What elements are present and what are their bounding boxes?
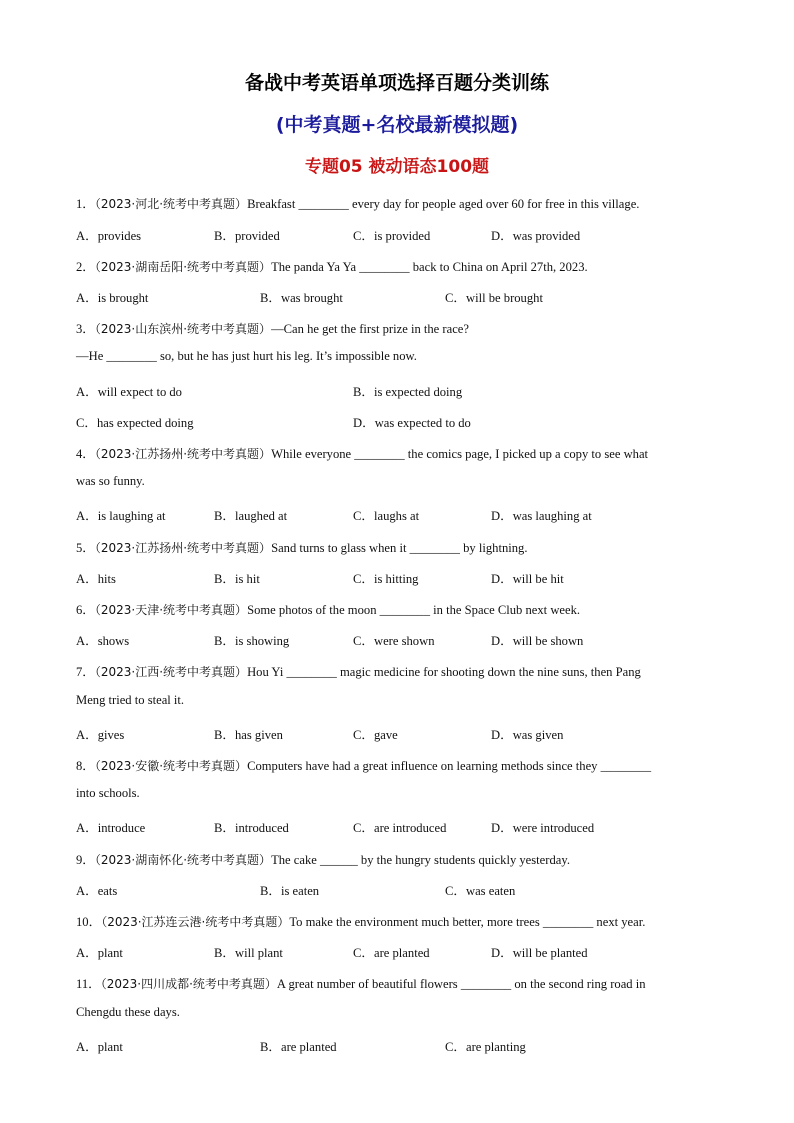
option-a[interactable]: A．plant [76,1040,123,1054]
question-8: 8．（2023·安徽·统考中考真题）Computers have had a great influence on learning methods since they ________ [76,759,651,773]
document-subtitle: (中考真题+名校最新模拟题) [275,114,519,136]
option-a[interactable]: A．shows [76,634,130,648]
question-6: 6．（2023·天津·统考中考真题）Some photos of the moon ________ in the Space Club next week. [76,603,581,617]
option-b[interactable]: B．is expected doing [353,385,463,399]
question-7: 7．（2023·江西·统考中考真题）Hou Yi ________ magic medicine for shooting down the nine suns, then Pang [76,665,641,679]
option-d[interactable]: D．were introduced [491,821,595,835]
question-10: 10．（2023·江苏连云港·统考中考真题）To make the environment much better, more trees ________ next year. [76,915,646,929]
question-number: 6 [76,603,83,617]
question-source: （2023·江苏扬州·统考中考真题） [94,447,272,461]
question-stem: While everyone ________ the comics page, I picked up a copy to see what [271,447,649,461]
question-stem: A great number of beautiful flowers ________ on the second ring road in [276,977,646,991]
question-number: 4 [76,447,83,461]
question-source: （2023·江西·统考中考真题） [94,665,248,679]
question-1: 1．（2023·河北·统考中考真题）Breakfast ________ every day for people aged over 60 for free in this village. [76,197,640,211]
option-d[interactable]: D．was laughing at [491,509,592,523]
option-b[interactable]: B．provided [214,229,280,243]
question-stem-continued: into schools. [76,786,140,800]
question-number: 11 [76,977,89,991]
question-number: 10 [76,915,89,929]
option-c[interactable]: C．was eaten [445,884,516,898]
question-source: （2023·江苏连云港·统考中考真题） [101,915,290,929]
question-number: 1 [76,197,83,211]
option-d[interactable]: D．was provided [491,229,581,243]
question-source: （2023·天津·统考中考真题） [94,603,248,617]
option-a[interactable]: A．introduce [76,821,146,835]
option-d[interactable]: D．will be shown [491,634,584,648]
question-stem-continued: Meng tried to steal it. [76,693,185,707]
option-c[interactable]: C．is provided [353,229,431,243]
option-d[interactable]: D．will be hit [491,572,564,586]
question-source: （2023·四川成都·统考中考真题） [100,977,277,991]
question-stem-continued: Chengdu these days. [76,1005,180,1019]
question-4: 4．（2023·江苏扬州·统考中考真题）While everyone ________ the comics page, I picked up a copy to see what [76,447,649,461]
option-a[interactable]: A．hits [76,572,116,586]
option-a[interactable]: A．provides [76,229,142,243]
option-d[interactable]: D．will be planted [491,946,588,960]
question-source: （2023·湖南怀化·统考中考真题） [94,853,272,867]
question-source: （2023·山东滨州·统考中考真题） [94,322,272,336]
option-a[interactable]: A．plant [76,946,123,960]
question-number: 8 [76,759,83,773]
topic-heading: 专题05 被动语态100题 [304,157,490,177]
option-a[interactable]: A．eats [76,884,118,898]
option-c[interactable]: C．are introduced [353,821,447,835]
option-b[interactable]: B．is hit [214,572,260,586]
question-stem-continued: was so funny. [76,474,145,488]
option-c[interactable]: C．were shown [353,634,435,648]
question-stem-continued: —He ________ so, but he has just hurt his leg. It’s impossible now. [76,349,417,363]
question-source: （2023·安徽·统考中考真题） [94,759,248,773]
option-c[interactable]: C．are planting [445,1040,526,1054]
option-c[interactable]: C．has expected doing [76,416,194,430]
question-stem: Computers have had a great influence on learning methods since they ________ [247,759,651,773]
question-stem: To make the environment much better, more trees ________ next year. [289,915,646,929]
option-a[interactable]: A．is brought [76,291,149,305]
question-source: （2023·湖南岳阳·统考中考真题） [94,260,272,274]
question-number: 2 [76,260,83,274]
question-3: 3．（2023·山东滨州·统考中考真题）—Can he get the first prize in the race? [76,322,469,336]
option-c[interactable]: C．gave [353,728,398,742]
option-b[interactable]: B．is eaten [260,884,320,898]
question-source: （2023·江苏扬州·统考中考真题） [94,541,272,555]
question-9: 9．（2023·湖南怀化·统考中考真题）The cake ______ by the hungry students quickly yesterday. [76,853,570,867]
question-11: 11．（2023·四川成都·统考中考真题）A great number of beautiful flowers ________ on the second ring road in [76,977,646,991]
question-5: 5．（2023·江苏扬州·统考中考真题）Sand turns to glass when it ________ by lightning. [76,541,528,555]
option-b[interactable]: B．was brought [260,291,343,305]
option-b[interactable]: B．will plant [214,946,283,960]
question-source: （2023·河北·统考中考真题） [94,197,248,211]
question-stem: Breakfast ________ every day for people aged over 60 for free in this village. [247,197,640,211]
option-d[interactable]: D．was expected to do [353,416,471,430]
option-a[interactable]: A．gives [76,728,125,742]
option-c[interactable]: C．will be brought [445,291,543,305]
question-stem: Some photos of the moon ________ in the Space Club next week. [247,603,581,617]
question-number: 5 [76,541,83,555]
question-stem: The cake ______ by the hungry students quickly yesterday. [271,853,570,867]
question-2: 2．（2023·湖南岳阳·统考中考真题）The panda Ya Ya ________ back to China on April 27th, 2023. [76,260,588,274]
document-title: 备战中考英语单项选择百题分类训练 [244,72,549,94]
option-a[interactable]: A．is laughing at [76,509,166,523]
question-stem: —Can he get the first prize in the race? [271,322,469,336]
question-number: 7 [76,665,83,679]
option-b[interactable]: B．introduced [214,821,289,835]
option-d[interactable]: D．was given [491,728,564,742]
question-number: 3 [76,322,83,336]
question-stem: The panda Ya Ya ________ back to China on April 27th, 2023. [271,260,588,274]
question-number: 9 [76,853,83,867]
option-b[interactable]: B．has given [214,728,283,742]
option-c[interactable]: C．are planted [353,946,430,960]
option-c[interactable]: C．laughs at [353,509,420,523]
question-stem: Hou Yi ________ magic medicine for shooting down the nine suns, then Pang [247,665,641,679]
option-c[interactable]: C．is hitting [353,572,419,586]
option-a[interactable]: A．will expect to do [76,385,182,399]
question-stem: Sand turns to glass when it ________ by lightning. [271,541,528,555]
option-b[interactable]: B．are planted [260,1040,337,1054]
option-b[interactable]: B．is showing [214,634,290,648]
option-b[interactable]: B．laughed at [214,509,288,523]
